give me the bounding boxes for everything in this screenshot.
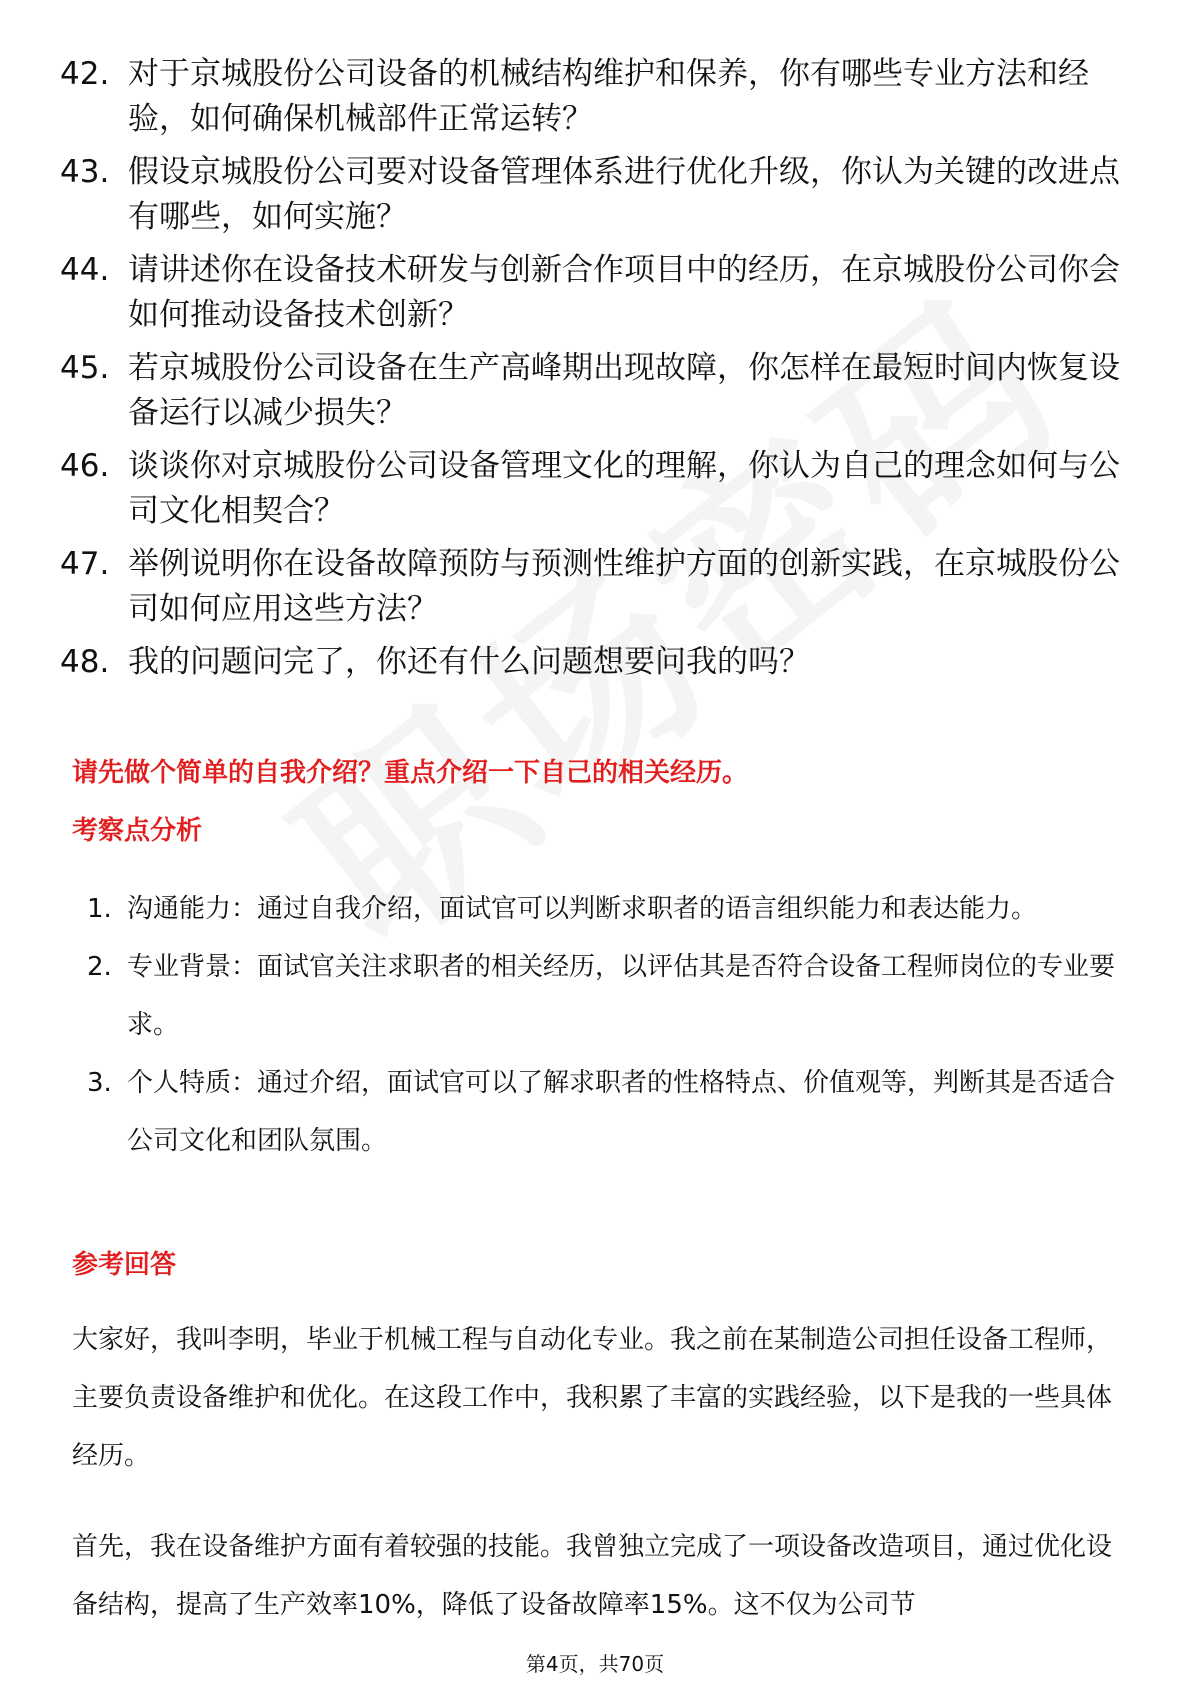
- analysis-number: 2.: [87, 952, 112, 982]
- question-number: 44.: [60, 252, 110, 288]
- question-text: 对于京城股份公司设备的机械结构维护和保养，你有哪些专业方法和经验，如何确保机械部件正常运转？: [128, 56, 1089, 137]
- analysis-text: 沟通能力：通过自我介绍，面试官可以判断求职者的语言组织能力和表达能力。: [127, 894, 1038, 924]
- page-footer: 第4页，共70页: [525, 1652, 665, 1676]
- analysis-number: 3.: [87, 1068, 112, 1098]
- question-item: [60, 248, 1130, 338]
- analysis-list: [87, 880, 1122, 1170]
- question-text: 我的问题问完了，你还有什么问题想要问我的吗？: [128, 644, 810, 680]
- question-number: 46.: [60, 448, 110, 484]
- answer-paragraph: 大家好，我叫李明，毕业于机械工程与自动化专业。我之前在某制造公司担任设备工程师，主要负责设备维护和优化。在这段工作中，我积累了丰富的实践经验，以下是我的一些具体经历。: [72, 1325, 1113, 1471]
- analysis-item: [87, 880, 1122, 938]
- question-number: 43.: [60, 154, 110, 190]
- analysis-item: [87, 1054, 1122, 1170]
- question-number: 45.: [60, 350, 110, 386]
- question-list: [60, 52, 1130, 693]
- highlight-question: 请先做个简单的自我介绍？重点介绍一下自己的相关经历。: [72, 758, 749, 788]
- answer-title: 参考回答: [72, 1250, 177, 1280]
- question-item: [60, 346, 1130, 436]
- analysis-text: 个人特质：通过介绍，面试官可以了解求职者的性格特点、价值观等，判断其是否适合公司文化和团队氛围。: [127, 1068, 1116, 1156]
- question-text: 假设京城股份公司要对设备管理体系进行优化升级，你认为关键的改进点有哪些，如何实施？: [128, 154, 1120, 235]
- question-number: 47.: [60, 546, 110, 582]
- question-item: [60, 542, 1130, 632]
- question-item: [60, 150, 1130, 240]
- question-text: 请讲述你在设备技术研发与创新合作项目中的经历，在京城股份公司你会如何推动设备技术创新？: [128, 252, 1120, 333]
- answer-paragraph: 首先，我在设备维护方面有着较强的技能。我曾独立完成了一项设备改造项目，通过优化设备结构，提高了生产效率10%，降低了设备故障率15%。这不仅为公司节: [72, 1532, 1113, 1620]
- question-text: 若京城股份公司设备在生产高峰期出现故障，你怎样在最短时间内恢复设备运行以减少损失？: [128, 350, 1120, 431]
- question-item: [60, 640, 1130, 685]
- question-text: 举例说明你在设备故障预防与预测性维护方面的创新实践，在京城股份公司如何应用这些方法？: [128, 546, 1120, 627]
- question-number: 48.: [60, 644, 110, 680]
- question-text: 谈谈你对京城股份公司设备管理文化的理解，你认为自己的理念如何与公司文化相契合？: [128, 448, 1120, 529]
- analysis-text: 专业背景：面试官关注求职者的相关经历，以评估其是否符合设备工程师岗位的专业要求。: [127, 952, 1116, 1040]
- question-item: [60, 444, 1130, 534]
- analysis-item: [87, 938, 1122, 1054]
- question-number: 42.: [60, 56, 110, 92]
- analysis-number: 1.: [87, 894, 112, 924]
- question-item: [60, 52, 1130, 142]
- analysis-title: 考察点分析: [72, 816, 203, 846]
